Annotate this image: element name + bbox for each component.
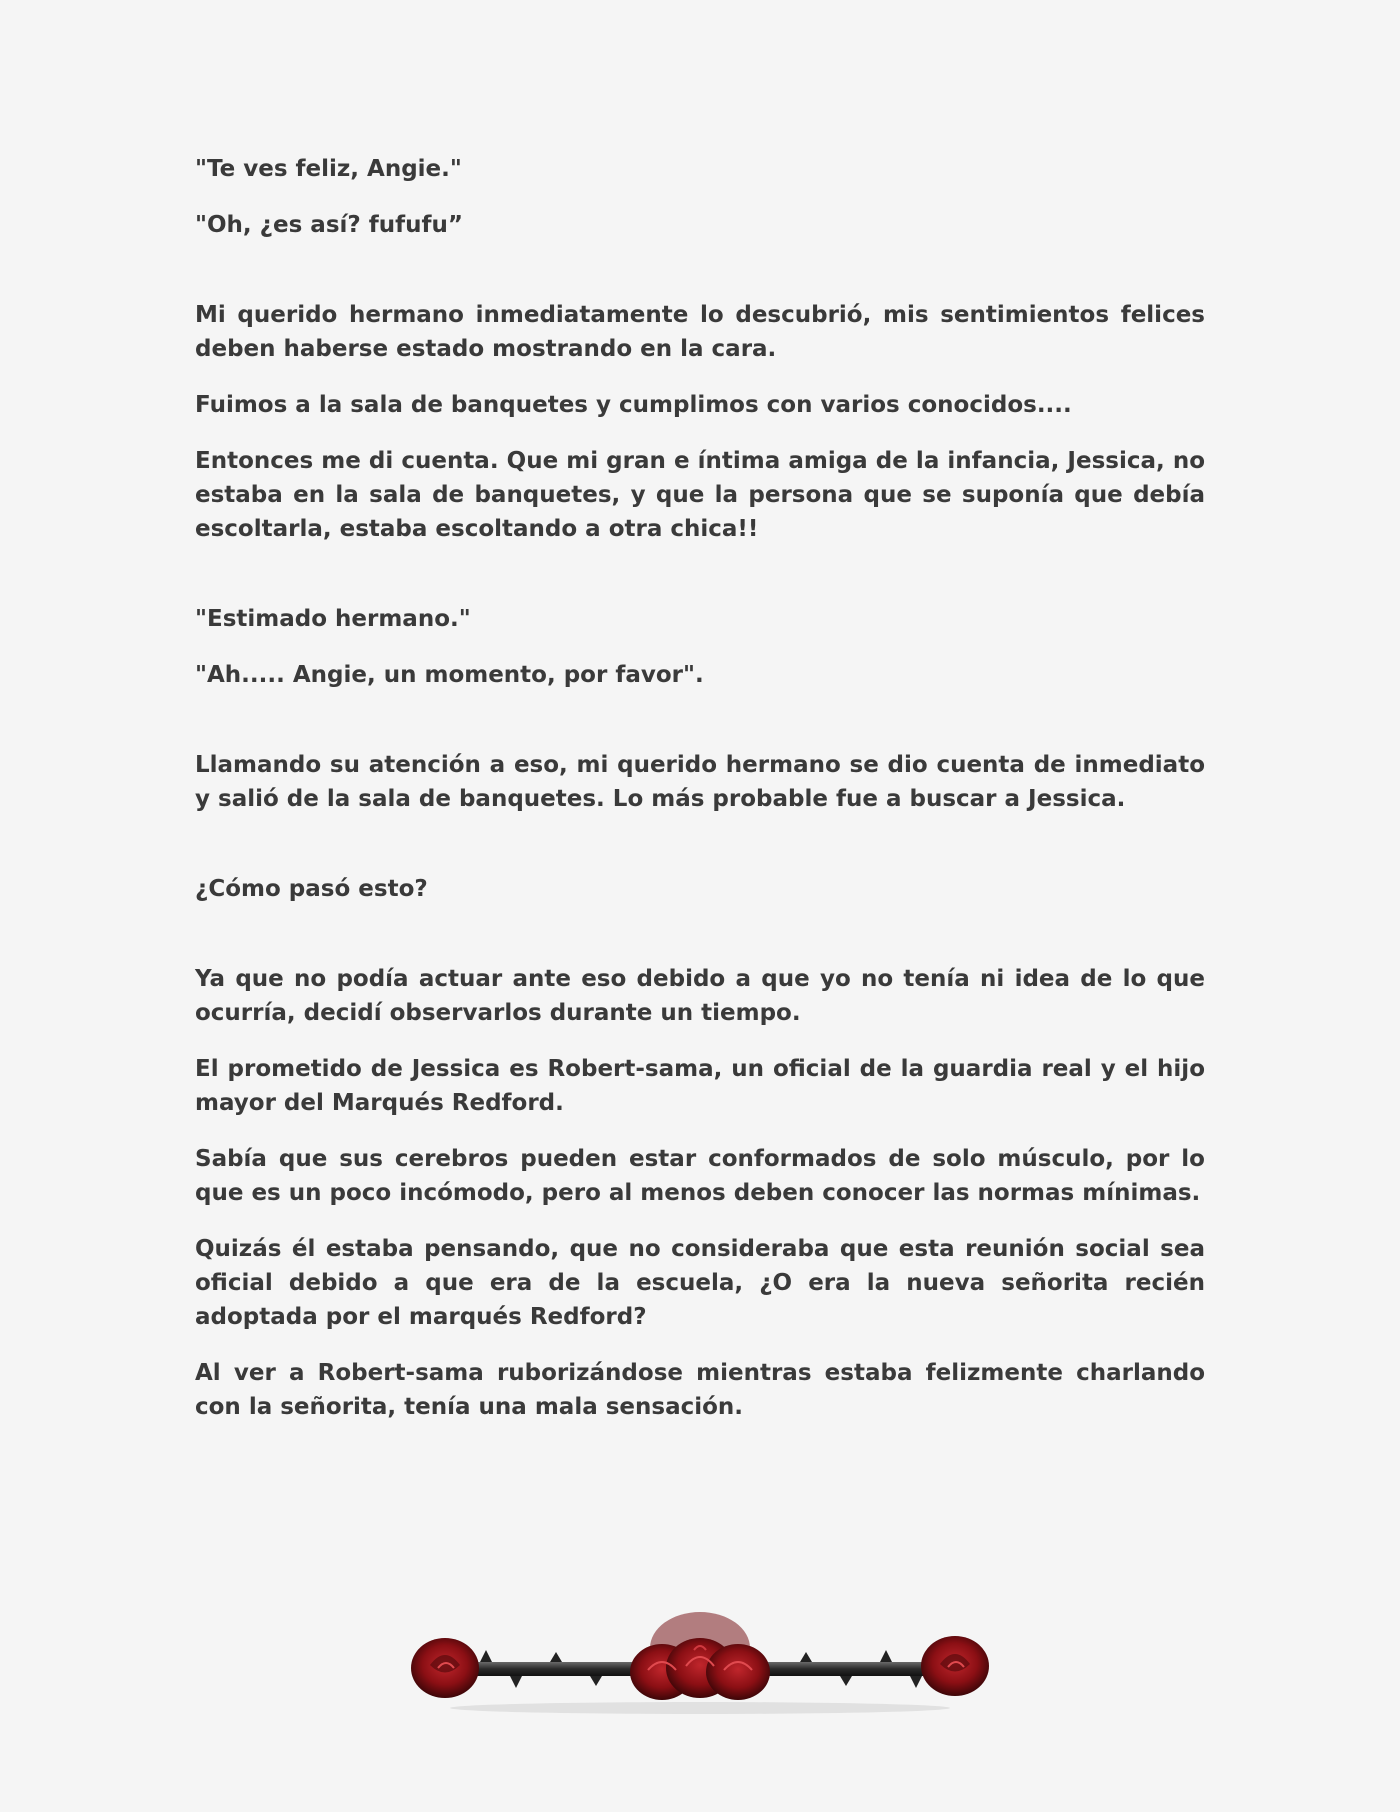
dialogue-line: "Estimado hermano."	[195, 606, 471, 632]
paragraph: Mi querido hermano inmediatamente lo descubrió, mis sentimientos felices deben haberse estado mostrando en la cara.	[195, 302, 1205, 362]
paragraph: ¿Cómo pasó esto?	[195, 876, 428, 902]
paragraph: Sabía que sus cerebros pueden estar conformados de solo músculo, por lo que es un poco incómodo, pero al menos deben conocer las normas mínimas.	[195, 1146, 1205, 1206]
paragraph: Entonces me di cuenta. Que mi gran e íntima amiga de la infancia, Jessica, no estaba en la sala de banquetes, y que la persona que se suponía que debía escoltarla, estaba escoltando a otra chica!!	[195, 448, 1205, 542]
dialogue-line: "Te ves feliz, Angie."	[195, 156, 462, 182]
dialogue-line: "Oh, ¿es así? fufufu”	[195, 212, 463, 238]
page-text	[195, 152, 1205, 1446]
paragraph: El prometido de Jessica es Robert-sama, un oficial de la guardia real y el hijo mayor del Marqués Redford.	[195, 1056, 1205, 1116]
rose-vine-divider-icon	[400, 1610, 1000, 1720]
paragraph: Quizás él estaba pensando, que no consideraba que esta reunión social sea oficial debido a que era de la escuela, ¿O era la nueva señorita recién adoptada por el marqués Redford?	[195, 1236, 1205, 1330]
dialogue-line: "Ah..... Angie, un momento, por favor".	[195, 662, 704, 688]
paragraph: Al ver a Robert-sama ruborizándose mientras estaba felizmente charlando con la señorita, tenía una mala sensación.	[195, 1360, 1205, 1420]
paragraph: Llamando su atención a eso, mi querido hermano se dio cuenta de inmediato y salió de la sala de banquetes. Lo más probable fue a buscar a Jessica.	[195, 752, 1205, 812]
paragraph: Fuimos a la sala de banquetes y cumplimos con varios conocidos....	[195, 392, 1072, 418]
paragraph: Ya que no podía actuar ante eso debido a que yo no tenía ni idea de lo que ocurría, decidí observarlos durante un tiempo.	[195, 966, 1205, 1026]
